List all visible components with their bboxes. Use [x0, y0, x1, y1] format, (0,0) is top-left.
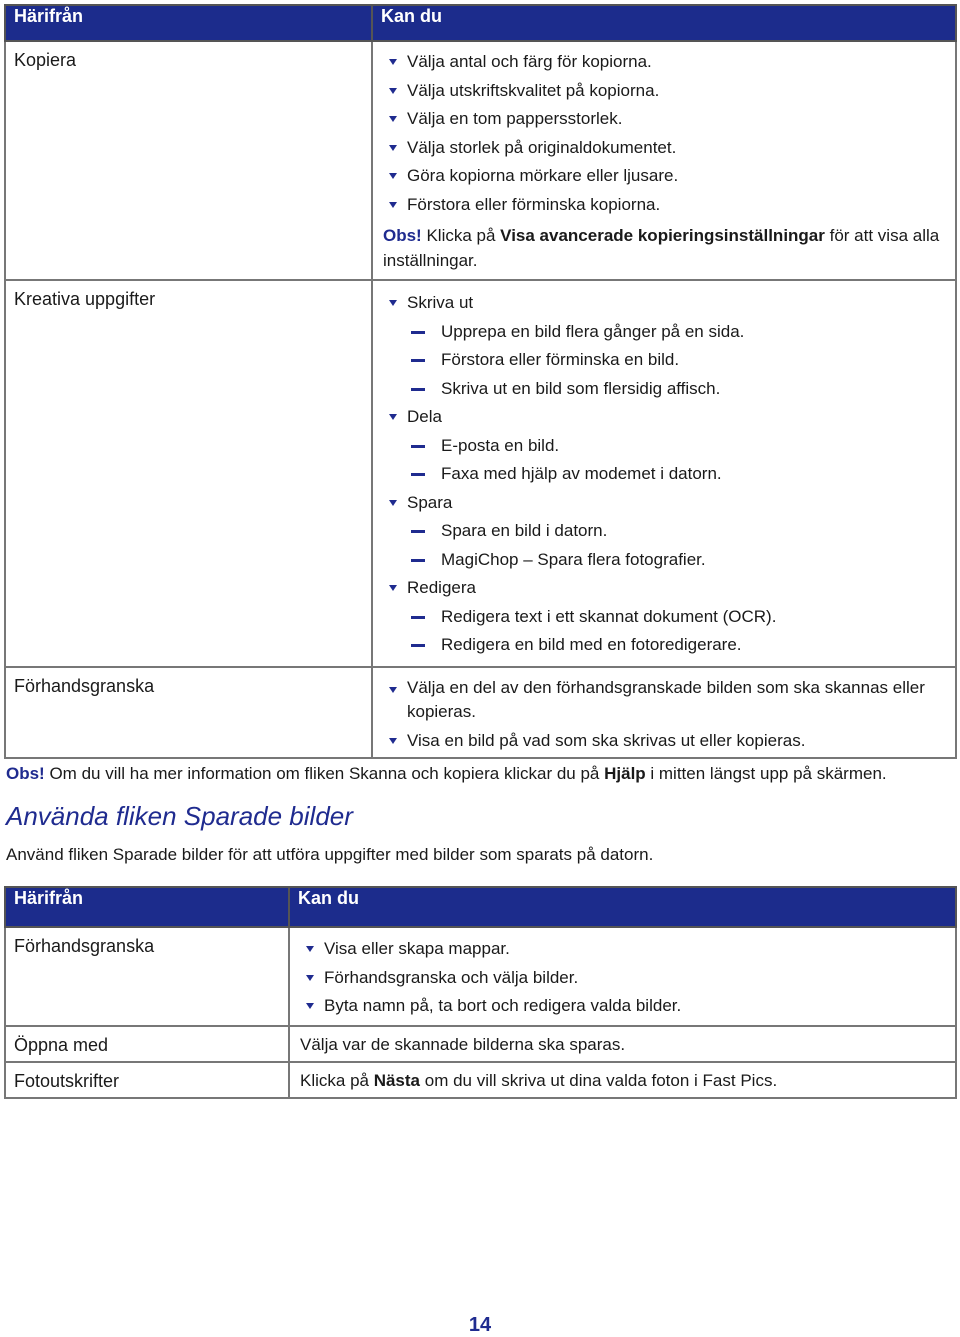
advanced-settings-link-text: Visa avancerade kopieringsinställningar: [500, 226, 825, 245]
list-item: Välja storlek på originaldokumentet.: [383, 134, 949, 163]
column-header-can: Kan du: [289, 887, 956, 927]
sub-item: Upprepa en bild flera gånger på en sida.: [383, 318, 949, 347]
cell-text: om du vill skriva ut dina valda foton i Fast Pics.: [420, 1071, 778, 1090]
note-prefix: Obs!: [6, 764, 45, 783]
row-content-open-with: Välja var de skannade bilderna ska sparas.: [289, 1026, 956, 1062]
row-content-preview: [289, 927, 956, 1026]
column-header-can: Kan du: [372, 5, 956, 41]
sub-item: Redigera en bild med en fotoredigerare.: [383, 631, 949, 660]
row-content-copy: [372, 41, 956, 280]
sub-item: MagiChop – Spara flera fotografier.: [383, 546, 949, 575]
note-prefix: Obs!: [383, 226, 422, 245]
group-title: Skriva ut: [383, 289, 949, 318]
sub-item: Skriva ut en bild som flersidig affisch.: [383, 375, 949, 404]
sub-item: Redigera text i ett skannat dokument (OCR).: [383, 603, 949, 632]
cell-text: Klicka på: [300, 1071, 374, 1090]
note-text: för att visa alla inställningar.: [383, 226, 940, 270]
list-item: Förstora eller förminska kopiorna.: [383, 191, 949, 220]
list-item: Välja antal och färg för kopiorna.: [383, 48, 949, 77]
sub-item: Spara en bild i datorn.: [383, 517, 949, 546]
row-label-preview: Förhandsgranska: [5, 667, 372, 759]
section-intro: Använd fliken Sparade bilder för att utföra uppgifter med bilder som sparats på datorn.: [6, 845, 654, 864]
sub-item: Faxa med hjälp av modemet i datorn.: [383, 460, 949, 489]
note-text: Klicka på: [421, 226, 501, 245]
sub-item: Förstora eller förminska en bild.: [383, 346, 949, 375]
page-number: 14: [468, 1314, 492, 1336]
row-label-preview: Förhandsgranska: [5, 927, 289, 1026]
list-item: Göra kopiorna mörkare eller ljusare.: [383, 162, 949, 191]
group-title: Dela: [383, 403, 949, 432]
list-item: Förhandsgranska och välja bilder.: [300, 964, 949, 993]
table-row-creative: [5, 280, 956, 667]
table-row-photo-prints: [5, 1062, 956, 1098]
table-row-preview: [5, 667, 956, 759]
list-item: Byta namn på, ta bort och redigera valda bilder.: [300, 992, 949, 1021]
list-item: Välja en del av den förhandsgranskade bilden som ska skannas eller kopieras.: [383, 676, 949, 724]
group-title: Redigera: [383, 574, 949, 603]
column-header-from: Härifrån: [5, 5, 372, 41]
list-item: Välja en tom pappersstorlek.: [383, 105, 949, 134]
table-header-row: [5, 5, 956, 41]
table-row-copy: [5, 41, 956, 280]
help-label: Hjälp: [604, 764, 646, 783]
row-content-creative: [372, 280, 956, 667]
row-content-photo-prints: [289, 1062, 956, 1098]
list-item: Visa en bild på vad som ska skrivas ut eller kopieras.: [383, 727, 949, 756]
table-header-row: [5, 887, 956, 927]
column-header-from: Härifrån: [5, 887, 289, 927]
table-row-open-with: [5, 1026, 956, 1062]
note-text: i mitten längst upp på skärmen.: [645, 764, 887, 783]
table-saved-images-tab: [4, 886, 957, 1099]
row-label-photo-prints: Fotoutskrifter: [5, 1062, 289, 1098]
next-label: Nästa: [373, 1071, 421, 1090]
row-label-open-with: Öppna med: [5, 1026, 289, 1062]
row-label-creative: Kreativa uppgifter: [5, 280, 372, 667]
note-text: Om du vill ha mer information om fliken Skanna och kopiera klickar du på: [44, 764, 605, 783]
section-heading: Använda fliken Sparade bilder: [6, 801, 353, 831]
row-label-copy: Kopiera: [5, 41, 372, 280]
group-title: Spara: [383, 489, 949, 518]
copy-note: [383, 223, 949, 273]
table-scan-copy-tab: [4, 4, 957, 759]
list-item: Visa eller skapa mappar.: [300, 935, 949, 964]
table-row-preview: [5, 927, 956, 1026]
row-content-preview: [372, 667, 956, 759]
list-item: Välja utskriftskvalitet på kopiorna.: [383, 77, 949, 106]
sub-item: E-posta en bild.: [383, 432, 949, 461]
help-note: [6, 762, 887, 786]
